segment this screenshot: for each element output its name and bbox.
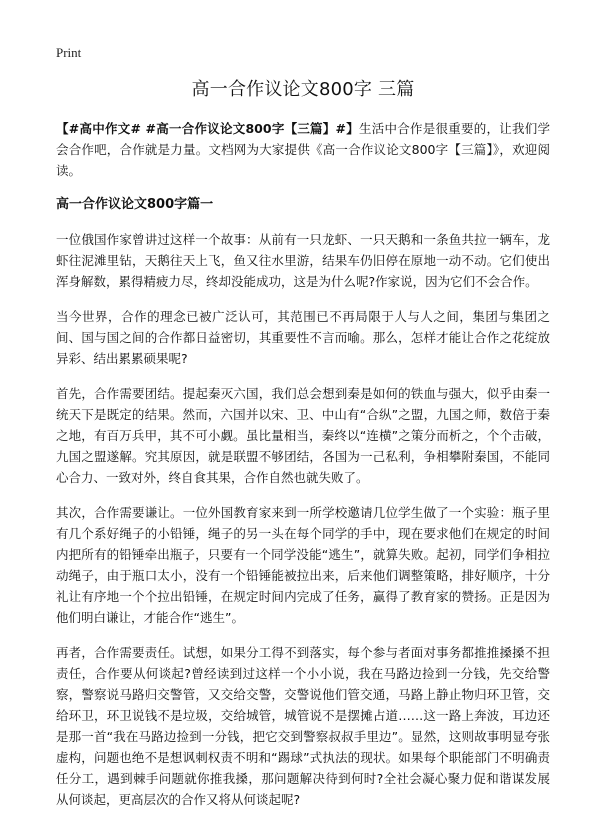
paragraph-3: 首先，合作需要团结。提起秦灭六国，我们总会想到秦是如何的铁血与强大，似乎由秦一统天下是既定的结果。然而，六国并以宋、卫、中山有“合纵”之盟，九国之师，数倍于秦之地，有百万兵甲，其不可小觑。虽比量相当，秦终以“连横”之策分而析之，个个击破，九国之盟遂解。究其原因，就是联盟不够团结，各国为一己私利，争相攀附秦国，不能同心合力、一致对外，终自食其果，合作自然也就失败了。 [56, 386, 550, 485]
paragraph-1: 一位俄国作家曾讲过这样一个故事：从前有一只龙虾、一只天鹅和一条鱼共拉一辆车，龙虾往泥滩里钻，天鹅往天上飞，鱼又往水里游，结果车仍旧停在原地一动不动。它们使出浑身解数，累得精疲力尽，终却没能成功，这是为什么呢?作家说，因为它们不会合作。 [56, 232, 550, 289]
article [56, 78, 550, 824]
intro-tags: 【#高中作文# #高一合作议论文800字【三篇】#】 [56, 121, 360, 136]
intro-text: 生活中合作是很重要的，让我们学会合作吧，合作就是力量。文档网为大家提供《高一合作议论文800字【三篇】》，欢迎阅读。 [56, 121, 550, 178]
section-heading: 高一合作议论文800字篇一 [56, 197, 214, 212]
paragraph-4: 其次，合作需要谦让。一位外国教育家来到一所学校邀请几位学生做了一个实验：瓶子里有几个系好绳子的小铅锤，绳子的另一头在每个同学的手中，现在要求他们在规定的时间内把所有的铅锤牵出瓶子，只要有一个同学没能“逃生”，就算失败。起初，同学们争相拉动绳子，由于瓶口太小，没有一个铅锤能被拉出来，后来他们调整策略，排好顺序，十分礼让有序地一个个拉出铅锤，在规定时间内完成了任务，赢得了教育家的赞扬。正是因为他们明白谦让，才能合作“逃生”。 [56, 505, 550, 625]
page-title: 高一合作议论文800字 三篇 [191, 79, 415, 100]
paragraph-5: 再者，合作需要责任。试想，如果分工得不到落实，每个参与者面对事务都推推搡搡不担责任，合作要从何谈起?曾经读到过这样一个小小说，我在马路边捡到一分钱，先交给警察，警察说马路归交警管，又交给交警，交警说他们管交通，马路上静止物归环卫管，交给环卫，环卫说钱不是垃圾，交给城管，城管说不是摆摊占道……这一路上奔波，耳边还是那一首“我在马路边捡到一分钱，把它交到警察叔叔手里边”。显然，这则故事明显夸张虚构，问题也绝不是想讽刺权责不明和“踢球”式执法的现状。如果每个职能部门不明确责任分工，遇到棘手问题就你推我搡，那问题解决待到何时?全社会凝心聚力促和谐谋发展从何谈起，更高层次的合作又将从何谈起呢? [56, 645, 550, 807]
print-link[interactable]: Print [56, 45, 82, 60]
paragraph-2: 当今世界，合作的理念已被广泛认可，其范围已不再局限于人与人之间，集团与集团之间、国与国之间的合作都日益密切，其重要性不言而喻。那么，怎样才能让合作之花绽放异彩、结出累累硕果呢? [56, 309, 550, 366]
intro-paragraph [56, 118, 550, 181]
